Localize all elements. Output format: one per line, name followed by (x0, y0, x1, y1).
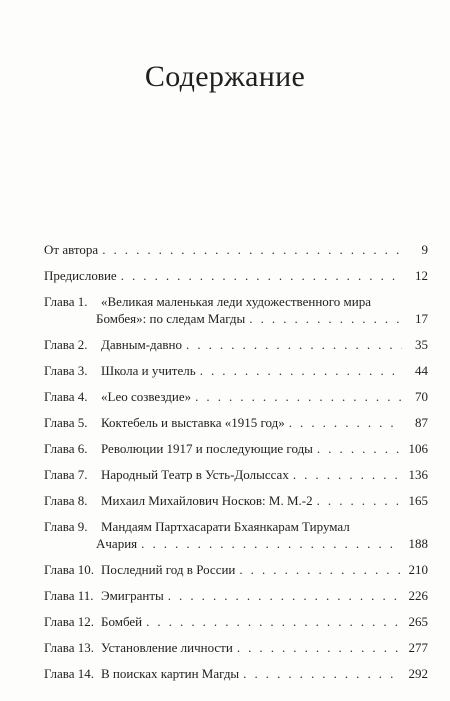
toc-entry (44, 388, 428, 405)
toc-title: Народный Театр в Усть-Долыссах (101, 467, 289, 482)
dot-leader (293, 466, 402, 483)
toc-entry (44, 665, 428, 682)
chapter-number: Глава 1. (44, 294, 88, 309)
toc-line (44, 466, 428, 483)
toc-entry (44, 293, 428, 327)
toc-entry (44, 241, 428, 258)
toc-line (44, 414, 428, 431)
toc-line (44, 535, 428, 552)
toc-title: Школа и учитель (101, 363, 196, 378)
chapter-number: Глава 7. (44, 467, 88, 482)
toc-title: Революции 1917 и последующие годы (101, 441, 313, 456)
toc-line (44, 267, 428, 284)
toc-title: «Leo созвездие» (101, 389, 192, 404)
page-number: 277 (408, 640, 428, 655)
toc-line (44, 440, 428, 457)
chapter-number: Глава 13. (44, 640, 95, 655)
toc-entry (44, 466, 428, 483)
toc-line (44, 587, 428, 604)
toc-title: Предисловие (44, 268, 117, 283)
dot-leader (121, 267, 402, 284)
dot-leader (237, 639, 402, 656)
toc-title: Коктебель и выставка «1915 год» (101, 415, 285, 430)
chapter-number: Глава 10. (44, 562, 95, 577)
toc-entry (44, 362, 428, 379)
toc-title: Бомбея»: по следам Магды (96, 311, 246, 326)
toc-title: Ачария (96, 536, 138, 551)
page-number: 87 (415, 415, 428, 430)
dot-leader (243, 665, 402, 682)
toc-entry (44, 267, 428, 284)
dot-leader (195, 388, 402, 405)
toc-title: Мандаям Партхасарати Бхаянкарам Тирумал (101, 519, 350, 534)
page-title: Содержание (144, 60, 306, 93)
toc-line (44, 293, 428, 310)
dot-leader (186, 336, 402, 353)
page-number: 9 (421, 242, 428, 257)
page-number: 265 (408, 614, 428, 629)
page-number: 12 (415, 268, 428, 283)
page-number: 292 (408, 666, 428, 681)
toc-entry (44, 639, 428, 656)
toc-line (44, 561, 428, 578)
dot-leader (317, 440, 402, 457)
chapter-number: Глава 6. (44, 441, 88, 456)
chapter-number: Глава 11. (44, 588, 94, 603)
toc-title: Последний год в России (101, 562, 236, 577)
toc-entry (44, 561, 428, 578)
toc-title: Давным-давно (101, 337, 183, 352)
page-number: 226 (408, 588, 428, 603)
dot-leader (289, 414, 402, 431)
table-of-contents (44, 241, 428, 682)
chapter-number: Глава 12. (44, 614, 95, 629)
chapter-number: Глава 8. (44, 493, 88, 508)
page-number: 210 (408, 562, 428, 577)
dot-leader (249, 310, 402, 327)
toc-line (44, 241, 428, 258)
toc-title: От автора (44, 242, 99, 257)
dot-leader (102, 241, 402, 258)
page-number: 165 (408, 493, 428, 508)
toc-title: Бомбей (101, 614, 143, 629)
page-number: 44 (415, 363, 428, 378)
toc-title: Эмигранты (101, 588, 164, 603)
page-number: 106 (408, 441, 428, 456)
toc-line (44, 613, 428, 630)
toc-line (44, 518, 428, 535)
toc-line (44, 336, 428, 353)
chapter-number: Глава 3. (44, 363, 88, 378)
toc-title: Михаил Михайлович Носков: М. М.-2 (101, 493, 313, 508)
toc-line (44, 310, 428, 327)
chapter-number: Глава 5. (44, 415, 88, 430)
page-number: 17 (415, 311, 428, 326)
toc-line (44, 639, 428, 656)
toc-entry (44, 492, 428, 509)
dot-leader (317, 492, 402, 509)
page-number: 70 (415, 389, 428, 404)
chapter-number: Глава 2. (44, 337, 88, 352)
dot-leader (146, 613, 402, 630)
toc-entry (44, 440, 428, 457)
toc-title: Установление личности (101, 640, 233, 655)
toc-entry (44, 587, 428, 604)
dot-leader (141, 535, 402, 552)
page-number: 136 (408, 467, 428, 482)
toc-entry (44, 518, 428, 552)
toc-title: В поисках картин Магды (101, 666, 240, 681)
toc-entry (44, 613, 428, 630)
dot-leader (168, 587, 402, 604)
toc-line (44, 388, 428, 405)
toc-line (44, 665, 428, 682)
toc-entry (44, 414, 428, 431)
dot-leader (239, 561, 402, 578)
chapter-number: Глава 4. (44, 389, 88, 404)
page-number: 188 (408, 536, 428, 551)
toc-entry (44, 336, 428, 353)
dot-leader (200, 362, 402, 379)
page-number: 35 (415, 337, 428, 352)
toc-line (44, 362, 428, 379)
chapter-number: Глава 14. (44, 666, 95, 681)
chapter-number: Глава 9. (44, 519, 88, 534)
toc-title: «Великая маленькая леди художественного мира (101, 294, 371, 309)
toc-line (44, 492, 428, 509)
